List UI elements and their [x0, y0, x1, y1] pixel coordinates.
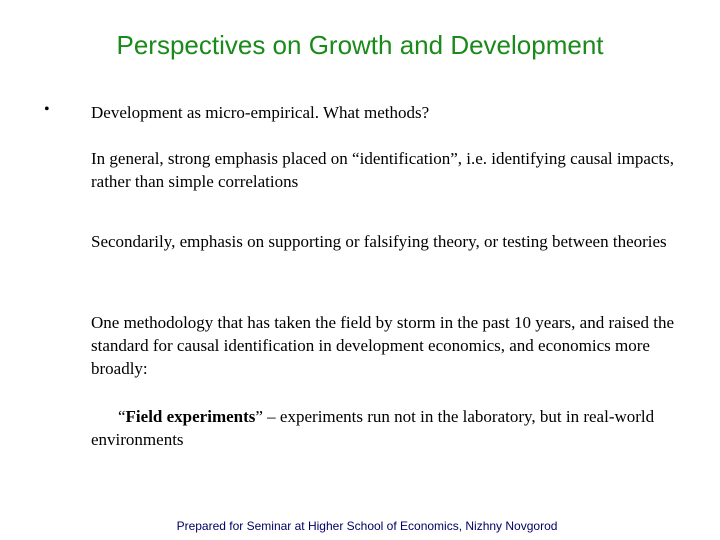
methodology-paragraph: One methodology that has taken the field by storm in the past 10 years, and raised the standard for causal identification in development economics, and economics more broadly:	[91, 313, 675, 378]
intro-text: Development as micro-empirical. What methods?	[91, 103, 430, 122]
identification-paragraph: In general, strong emphasis placed on “identification”, i.e. identifying causal impacts, rather than simple correlations	[91, 149, 675, 191]
slide-footer: Prepared for Seminar at Higher School of Economics, Nizhny Novgorod	[176, 519, 558, 533]
field-experiments-description: ” – experiments run not in the laboratory, but in real-world environments	[91, 407, 655, 449]
field-experiments-term: Field experiments	[125, 407, 256, 426]
field-open-quote: “	[118, 407, 126, 426]
bullet-marker: •	[44, 101, 50, 118]
field-experiments-paragraph	[91, 405, 691, 451]
theory-paragraph: Secondarily, emphasis on supporting or falsifying theory, or testing between theories	[91, 232, 667, 251]
slide-title: Perspectives on Growth and Development	[116, 30, 604, 60]
